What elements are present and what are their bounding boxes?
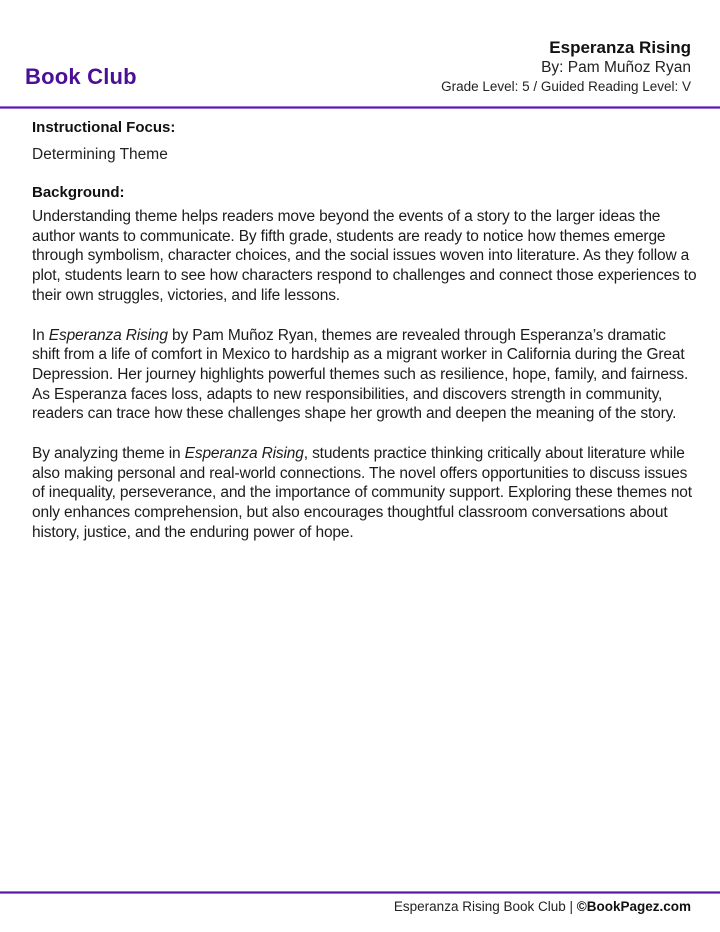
footer-text: Esperanza Rising Book Club | [393, 899, 577, 914]
book-title: Esperanza Rising [549, 38, 691, 57]
reading-level: Grade Level: 5 / Guided Reading Level: V [441, 79, 691, 94]
footer [394, 898, 691, 916]
footer-brand: ©BookPagez.com [576, 899, 691, 914]
background-paragraph-1 [32, 207, 697, 306]
paragraph-text-end: , students practice thinking critically about literature while also making personal and real-world connections. The novel offers opportunities to discuss issues of inequality, perseverance, and the importance of community support. Exploring these themes not only enhances comprehension, but also encourages thoughtful classroom conversations about history, justice, and the enduring power of hope. [32, 445, 692, 541]
paragraph-text: Understanding theme helps readers move beyond the events of a story to the larger ideas the author wants to communicate. By fifth grade, students are ready to notice how themes emerge through symbolism, character choices, and the social issues woven into literature. As they follow a plot, students learn to see how characters respond to challenges and connect those experiences to their own struggles, victories, and life lessons. [32, 208, 697, 304]
main-content [32, 118, 697, 543]
book-info [441, 38, 691, 96]
instructional-focus-text: Determining Theme [32, 146, 168, 163]
book-title-italic: Esperanza Rising [184, 445, 304, 463]
book-title-italic: Esperanza Rising [48, 326, 168, 344]
paragraph-text-start: In [32, 326, 49, 344]
series-label: Book Club [25, 64, 137, 89]
paragraph-text-start: By analyzing theme in [32, 445, 185, 463]
background-heading: Background: [32, 184, 125, 201]
book-author: By: Pam Muñoz Ryan [541, 59, 691, 76]
header-divider [0, 106, 720, 109]
background-paragraph-2 [32, 326, 697, 425]
instructional-focus-heading: Instructional Focus: [32, 119, 176, 136]
footer-divider [0, 891, 720, 894]
background-paragraph-3 [32, 444, 697, 543]
paragraph-text-end: by Pam Muñoz Ryan, themes are revealed through Esperanza’s dramatic shift from a life of comfort in Mexico to hardship as a migrant worker in California during the Great Depression. Her journey highlights powerful themes such as resilience, hope, family, and fairness. As Esperanza faces loss, adapts to new responsibilities, and discovers strength in community, readers can trace how these challenges shape her growth and deepen the meaning of the story. [32, 326, 689, 423]
